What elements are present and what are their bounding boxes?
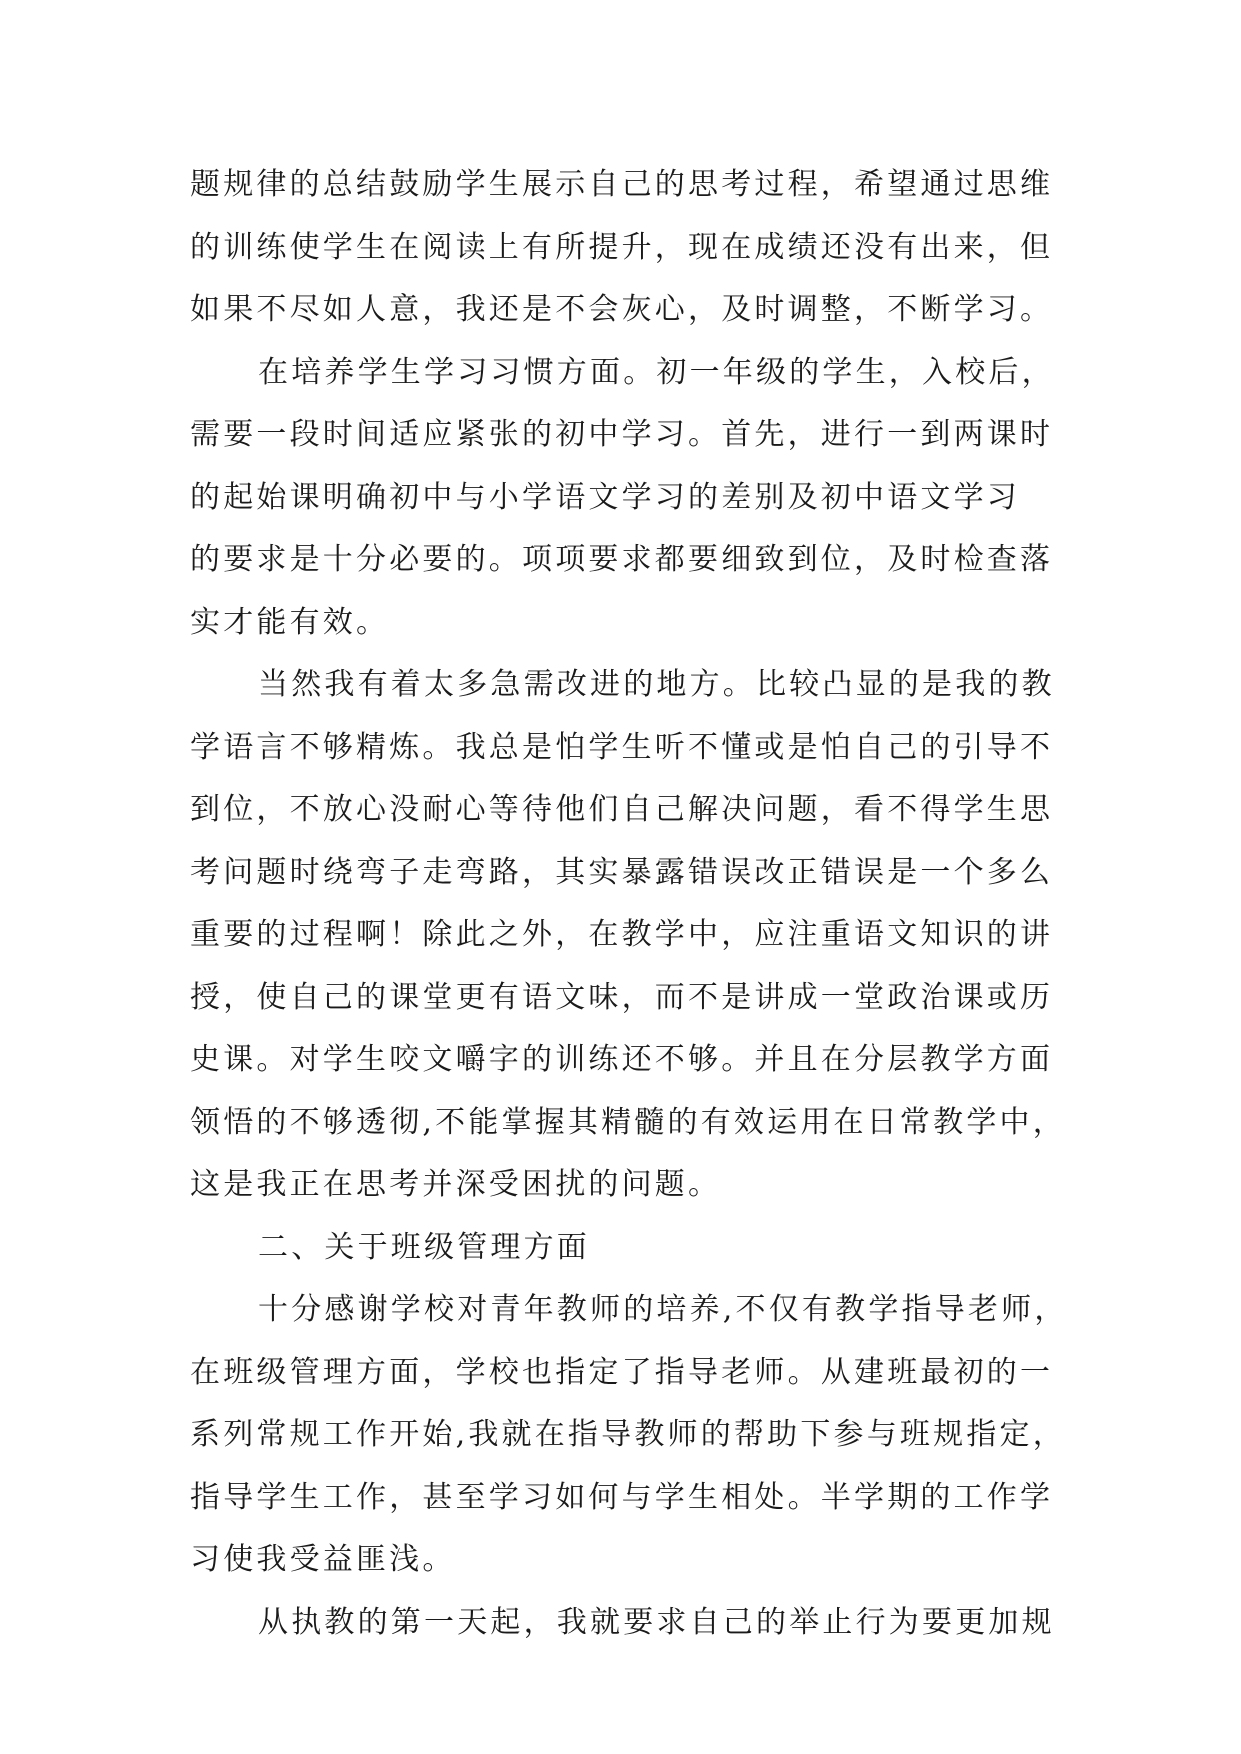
text-line: 指导学生工作，甚至学习如何与学生相处。半学期的工作学 <box>190 1479 1054 1515</box>
text-line: 习使我受益匪浅。 <box>190 1542 456 1577</box>
text-line: 学语言不够精炼。我总是怕学生听不懂或是怕自己的引导不 <box>190 729 1054 765</box>
text-line: 需要一段时间适应紧张的初中学习。首先，进行一到两课时 <box>190 417 1054 452</box>
text-line: 重要的过程啊！除此之外，在教学中，应注重语文知识的讲 <box>190 917 1054 952</box>
text-line: 的训练使学生在阅读上有所提升，现在成绩还没有出来，但 <box>190 229 1054 265</box>
text-line: 的起始课明确初中与小学语文学习的差别及初中语文学习 <box>190 479 1020 515</box>
paragraph-start-line: 当然我有着太多急需改进的地方。比较凸显的是我的教 <box>258 667 1055 702</box>
body-text <box>190 154 1070 1654</box>
text-line: 领悟的不够透彻,不能掌握其精髓的有效运用在日常教学中， <box>190 1104 1066 1140</box>
text-line: 史课。对学生咬文嚼字的训练还不够。并且在分层教学方面 <box>190 1042 1054 1077</box>
text-line: 系列常规工作开始,我就在指导教师的帮助下参与班规指定， <box>190 1417 1066 1452</box>
text-line: 题规律的总结鼓励学生展示自己的思考过程，希望通过思维 <box>190 167 1054 202</box>
text-line: 授，使自己的课堂更有语文味，而不是讲成一堂政治课或历 <box>190 979 1054 1015</box>
text-line: 考问题时绕弯子走弯路，其实暴露错误改正错误是一个多么 <box>190 854 1054 890</box>
paragraph-start-line: 从执教的第一天起，我就要求自己的举止行为要更加规 <box>258 1604 1055 1640</box>
section-heading: 二、关于班级管理方面 <box>258 1229 590 1265</box>
text-line: 如果不尽如人意，我还是不会灰心，及时调整，不断学习。 <box>190 292 1054 327</box>
text-line: 实才能有效。 <box>190 604 390 640</box>
paragraph-start-line: 十分感谢学校对青年教师的培养,不仅有教学指导老师， <box>258 1292 1068 1327</box>
text-line: 的要求是十分必要的。项项要求都要细致到位，及时检查落 <box>190 542 1054 577</box>
paragraph-start-line: 在培养学生学习习惯方面。初一年级的学生，入校后， <box>258 354 1055 390</box>
text-line: 在班级管理方面，学校也指定了指导老师。从建班最初的一 <box>190 1354 1054 1390</box>
text-line: 到位，不放心没耐心等待他们自己解决问题，看不得学生思 <box>190 792 1054 827</box>
text-line: 这是我正在思考并深受困扰的问题。 <box>190 1167 722 1202</box>
